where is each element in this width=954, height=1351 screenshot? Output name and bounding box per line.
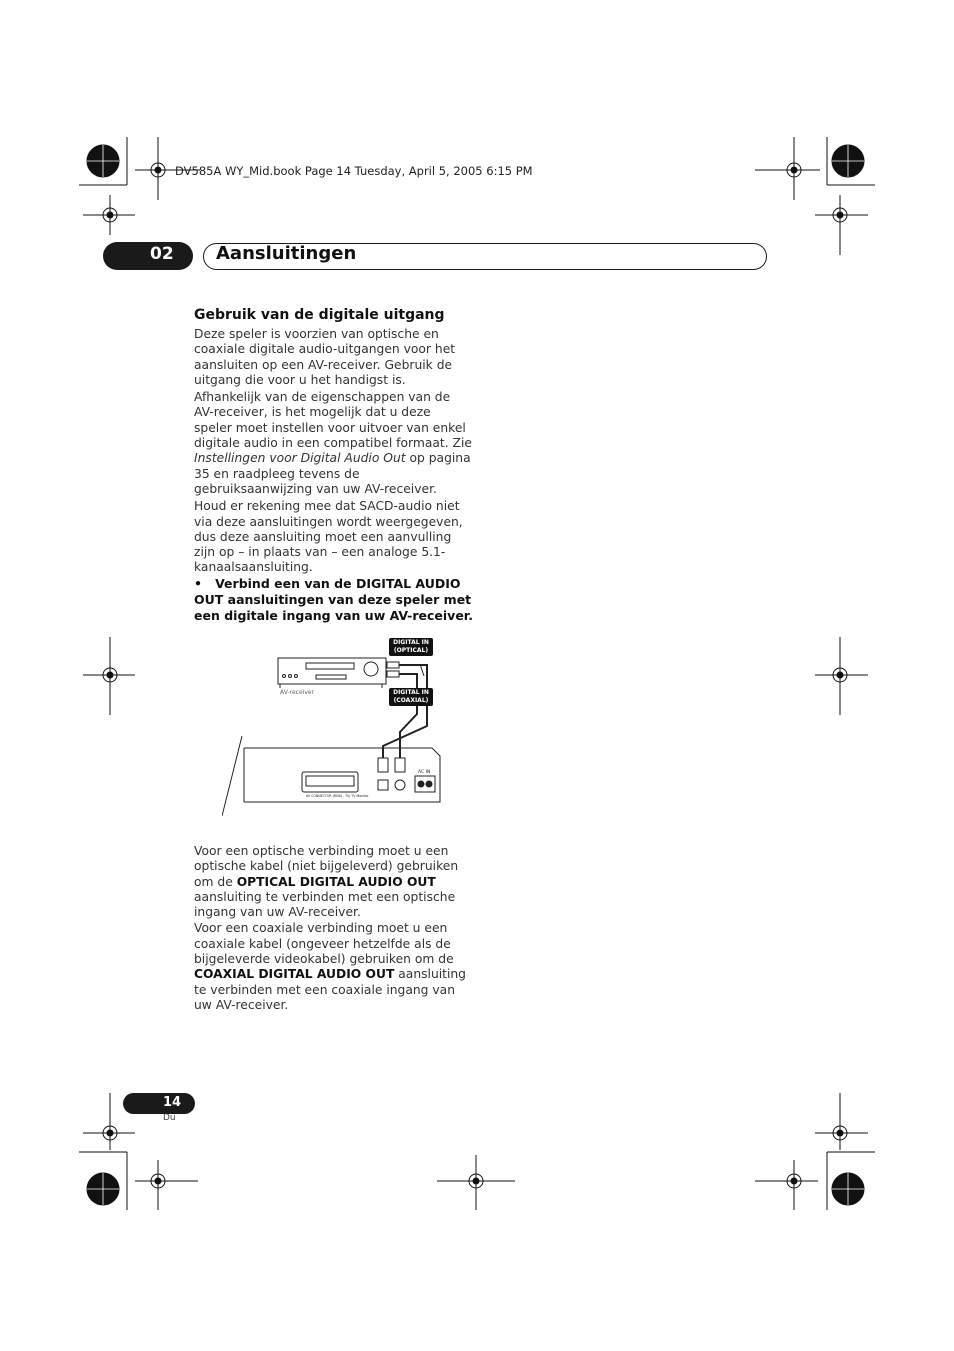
file-header-line: DV585A WY_Mid.book Page 14 Tuesday, April 5, 2005 6:15 PM xyxy=(175,164,533,178)
paragraph-4 xyxy=(194,844,472,920)
paragraph-2-reference: Instellingen voor Digital Audio Out xyxy=(194,451,406,466)
paragraph-2-text-b: op pagina 35 en raadpleeg tevens de gebruiksaanwijzing van uw AV-receiver. xyxy=(194,451,471,496)
bullet-text: Verbind een van de DIGITAL AUDIO OUT aansluitingen van deze speler met een digitale ingang van uw AV-receiver. xyxy=(194,576,473,623)
paragraph-4-text-a: Voor een optische verbinding moet u een optische kabel (niet bijgeleverd) gebruiken om de xyxy=(194,844,459,889)
page-number: 14 xyxy=(163,1095,182,1110)
paragraph-2-text-a: Afhankelijk van de eigenschappen van de AV-receiver, is het mogelijk dat u deze speler moet instellen voor uitvoer van enkel digitale audio in een compatibel formaat. Zie xyxy=(194,390,472,451)
paragraph-5-text-a: Voor een coaxiale verbinding moet u een coaxiale kabel (ongeveer hetzelfde als de bijgeleverde videokabel) gebruiken om de xyxy=(194,921,454,967)
page-number-badge xyxy=(123,1093,195,1114)
chapter-number-badge xyxy=(103,242,193,270)
scart-label: AV CONNECTOR (RGB) - TV/ TV Monitor xyxy=(306,794,369,798)
paragraph-5 xyxy=(194,921,472,1013)
receiver-label: AV-receiver xyxy=(280,689,315,696)
instruction-bullet xyxy=(194,576,474,624)
optical-out-term: OPTICAL DIGITAL AUDIO OUT xyxy=(236,874,436,889)
coaxial-label-line-1: DIGITAL IN xyxy=(393,689,429,696)
intro-paragraph xyxy=(194,327,472,576)
connection-instructions xyxy=(194,844,472,1013)
coaxial-input-label xyxy=(389,688,433,706)
bullet-mark: • xyxy=(194,576,202,591)
ac-in-label: AC IN xyxy=(418,770,431,775)
optical-label-line-1: DIGITAL IN xyxy=(393,639,429,646)
optical-input-label xyxy=(389,638,433,656)
optical-label-line-2: (OPTICAL) xyxy=(393,647,429,654)
coaxial-label-line-2: (COAXIAL) xyxy=(393,697,429,704)
scart-connector-illustration xyxy=(302,772,358,792)
paragraph-3: Houd er rekening mee dat SACD-audio niet via deze aansluitingen wordt weergegeven, dus deze aansluiting moet een aanvulling zijn op – in plaats van – een analoge 5.1-kanaalsaansluiting. xyxy=(194,499,463,575)
paragraph-4-text-b: aansluiting te verbinden met een optische ingang van uw AV-receiver. xyxy=(194,889,456,920)
chapter-number: 02 xyxy=(150,244,174,264)
section-heading: Gebruik van de digitale uitgang xyxy=(194,307,445,323)
connection-diagram xyxy=(222,636,482,836)
paragraph-1: Deze speler is voorzien van optische en coaxiale digitale audio-uitgangen voor het aansluiten op een AV-receiver. Gebruik de uitgang die voor u het handigst is. xyxy=(194,327,456,387)
chapter-title: Aansluitingen xyxy=(216,243,357,264)
page-language: Du xyxy=(163,1113,176,1123)
paragraph-2 xyxy=(194,390,472,497)
coaxial-out-term: COAXIAL DIGITAL AUDIO OUT xyxy=(194,967,395,982)
paragraph-5-text-b: aansluiting te verbinden met een coaxiale ingang van uw AV-receiver. xyxy=(194,967,466,1012)
